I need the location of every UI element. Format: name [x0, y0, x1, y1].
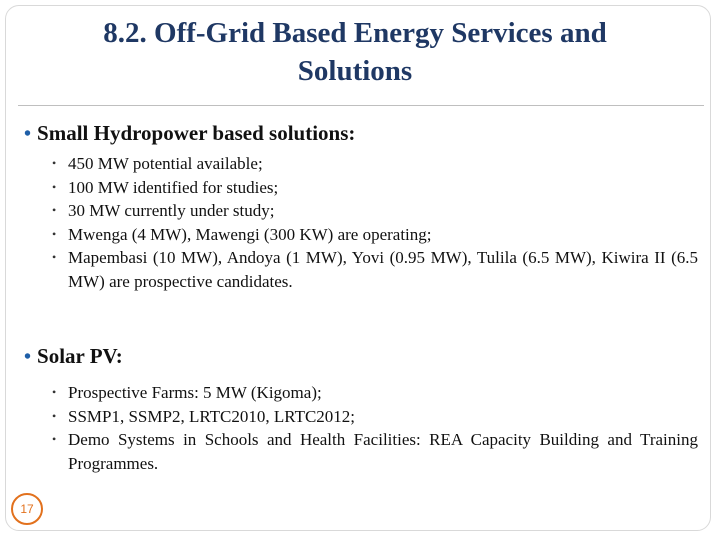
bullet-icon: • [24, 123, 32, 145]
hydropower-list [52, 152, 698, 293]
section-heading-text: Small Hydropower based solutions: [37, 121, 356, 145]
list-item: • Mwenga (4 MW), Mawengi (300 KW) are operating; [52, 223, 698, 247]
list-item: • Prospective Farms: 5 MW (Kigoma); [52, 381, 698, 405]
list-item: • 100 MW identified for studies; [52, 176, 698, 200]
list-item: • Mapembasi (10 MW), Andoya (1 MW), Yovi (0.95 MW), Tulila (6.5 MW), Kiwira II (6.5 MW) are prospective candidates. [52, 246, 698, 293]
section-heading-hydropower [24, 120, 355, 147]
list-item: • SSMP1, SSMP2, LRTC2010, LRTC2012; [52, 405, 698, 429]
section-heading-text: Solar PV: [37, 344, 123, 368]
list-item: • 450 MW potential available; [52, 152, 698, 176]
slide-title-line-2: Solutions [297, 55, 413, 87]
section-heading-solar-pv [24, 343, 123, 370]
slide-number-badge: 17 [11, 493, 43, 525]
slide-title [40, 14, 670, 90]
list-item: • Demo Systems in Schools and Health Facilities: REA Capacity Building and Training Programmes. [52, 428, 698, 475]
bullet-icon: • [24, 346, 32, 368]
title-divider [18, 105, 704, 106]
solar-pv-list [52, 381, 698, 475]
slide-title-line-1: 8.2. Off-Grid Based Energy Services and [103, 17, 607, 49]
list-item: • 30 MW currently under study; [52, 199, 698, 223]
